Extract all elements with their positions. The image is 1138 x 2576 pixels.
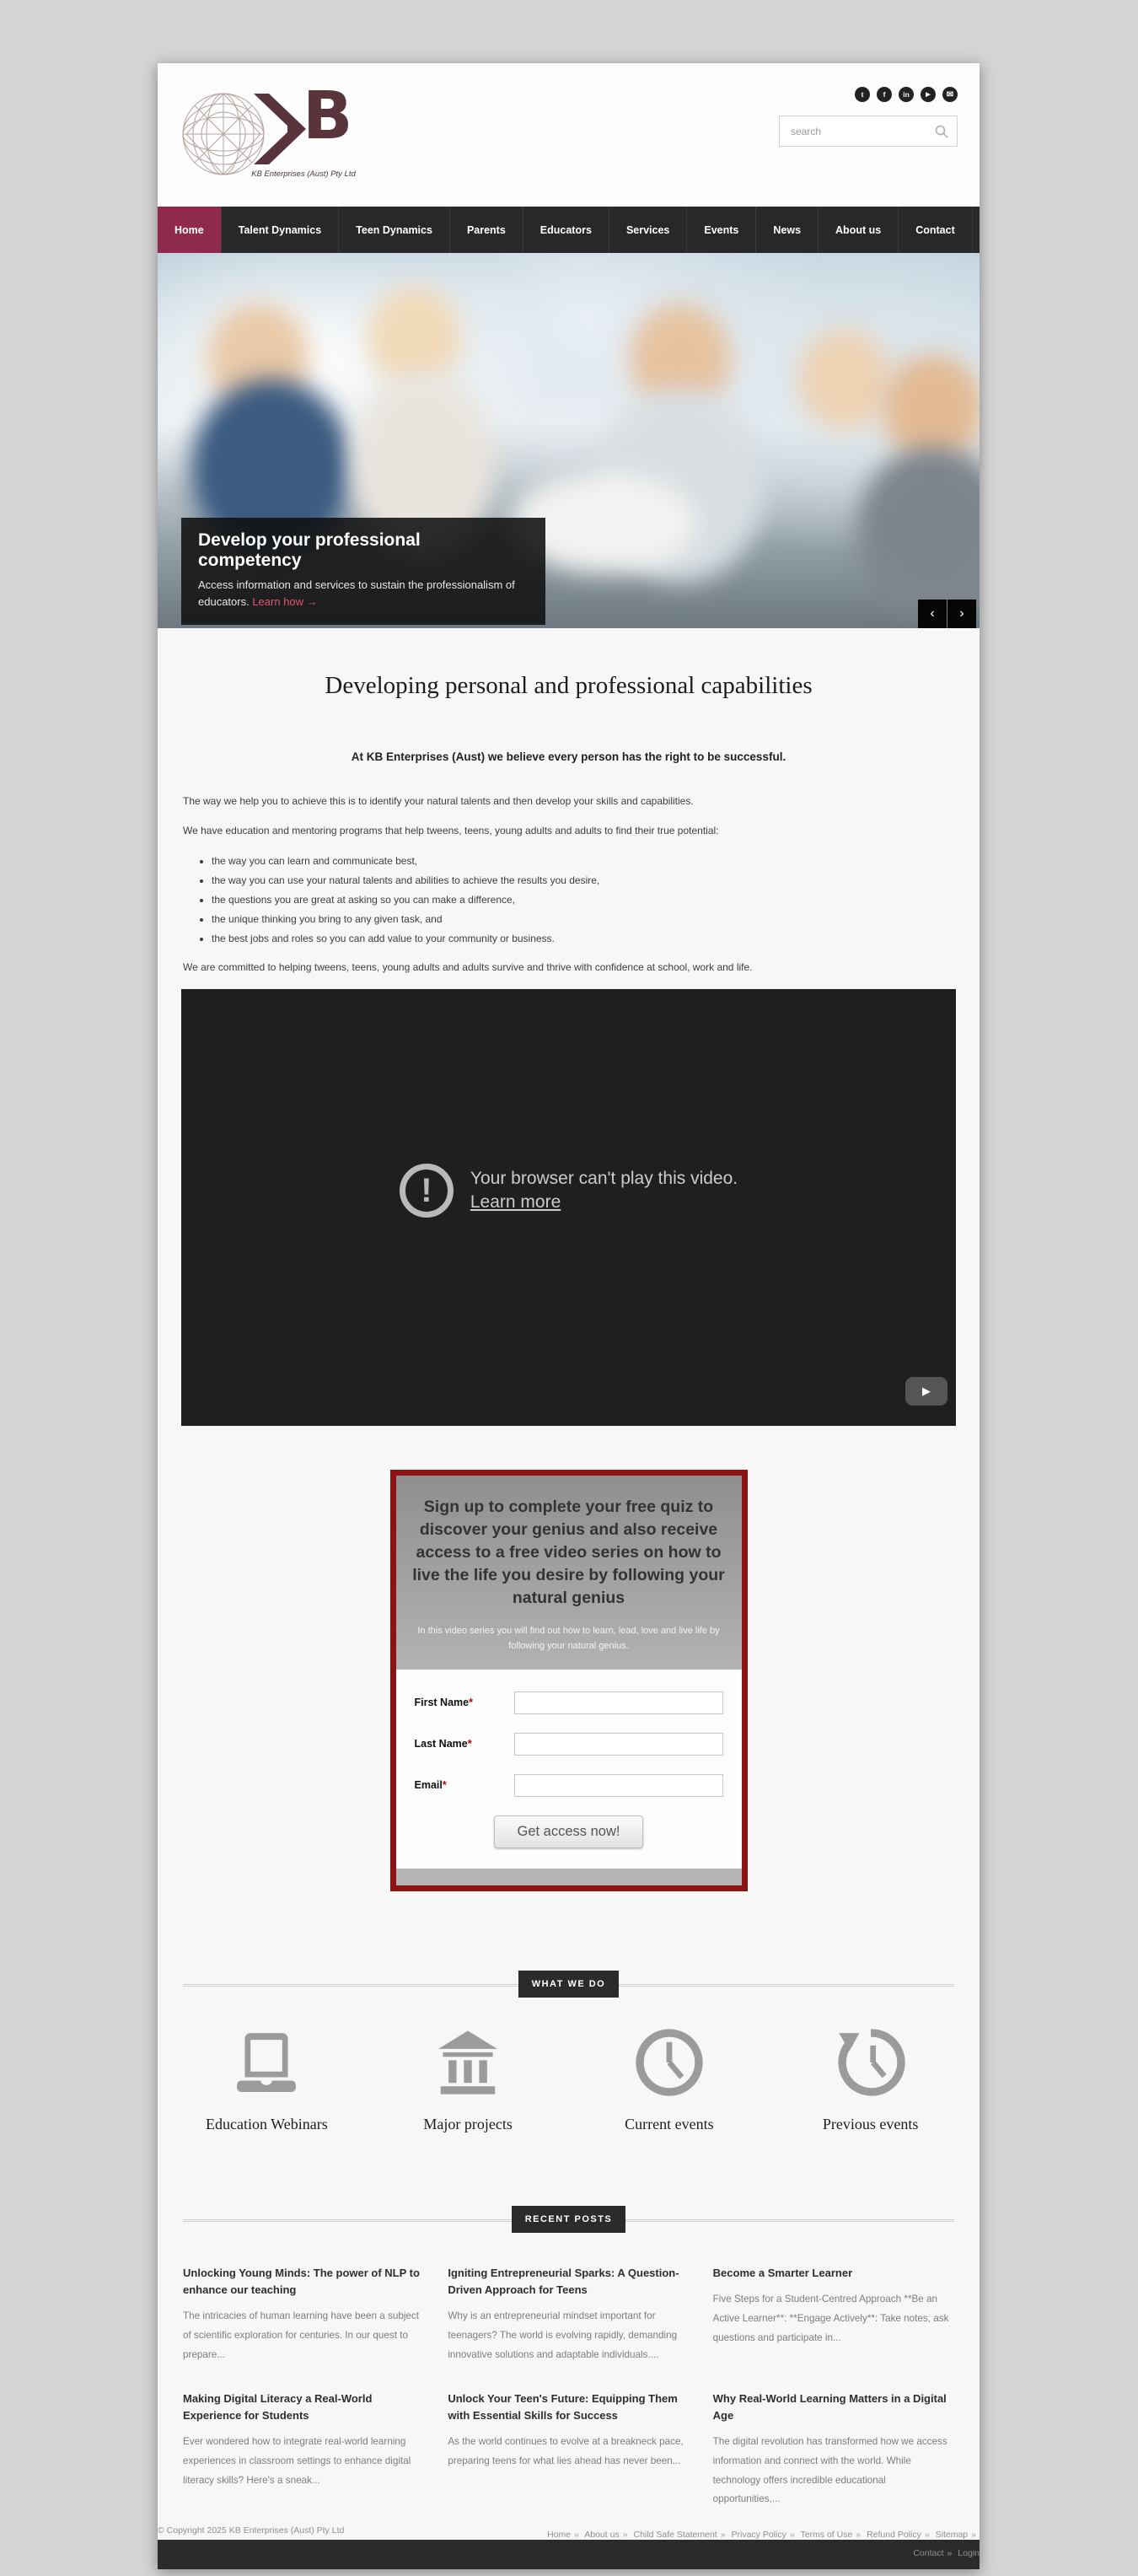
search-input[interactable] — [780, 126, 935, 137]
logo-tagline: KB Enterprises (Aust) Pty Ltd — [251, 169, 356, 179]
email-row — [415, 1774, 723, 1797]
history-icon — [835, 2026, 907, 2099]
video-player[interactable] — [181, 989, 956, 1426]
hero-caption-title: Develop your professional competency — [198, 530, 421, 570]
post-excerpt: Five Steps for a Student-Centred Approach **Be an Active Learner**: **Engage Actively**: Take notes, ask questions and participate in... — [712, 2294, 949, 2343]
play-icon: ▶ — [922, 1385, 931, 1397]
post-item — [183, 2265, 424, 2365]
nav-item-teen-dynamics[interactable]: Teen Dynamics — [339, 207, 450, 253]
signup-footer-strip — [396, 1869, 742, 1885]
search-box — [779, 116, 958, 147]
footer-link-terms-of-use[interactable]: Terms of Use — [800, 2530, 853, 2540]
nav-item-events[interactable]: Events — [687, 207, 756, 253]
post-excerpt: Ever wondered how to integrate real-world learning experiences in classroom settings to enhance digital literacy skills? Here's a sneak... — [183, 2435, 411, 2486]
slider-controls — [917, 600, 976, 628]
what-we-do-major-projects[interactable] — [368, 2026, 569, 2133]
intro-paragraph-3: We are committed to helping tweens, teens, young adults and adults survive and thrive with confidence at school, work and life. — [183, 961, 753, 973]
page-title: Developing personal and professional capabilities — [325, 672, 813, 699]
recent-posts-grid — [158, 2265, 980, 2509]
first-name-label: First Name — [414, 1697, 470, 1709]
post-item — [183, 2390, 424, 2510]
post-title[interactable]: Why Real-World Learning Matters in a Digital Age — [712, 2391, 947, 2422]
first-name-row — [415, 1691, 723, 1714]
what-we-do-label: Previous events — [822, 2115, 919, 2132]
signup-subtext: In this video series you will find out how to learn, lead, love and live life by following your natural genius. — [417, 1625, 720, 1652]
bullet-item: • the unique thinking you bring to any given task, and — [212, 913, 954, 925]
required-asterisk: * — [469, 1697, 473, 1709]
youtube-logo-button[interactable] — [905, 1377, 947, 1406]
footer-link-refund-policy[interactable]: Refund Policy — [867, 2530, 921, 2540]
copyright-text: © Copyright 2025 KB Enterprises (Aust) Pty Ltd — [158, 2525, 345, 2536]
post-item — [448, 2265, 689, 2365]
bullet-item: • the questions you are great at asking so you can make a difference, — [212, 894, 954, 906]
main-nav — [158, 207, 980, 253]
linkedin-icon[interactable]: in — [899, 87, 914, 102]
kb-chevron-icon — [254, 94, 309, 164]
nav-item-news[interactable]: News — [756, 207, 819, 253]
post-excerpt: The intricacies of human learning have been a subject of scientific exploration for centuries. In our quest to prepare... — [183, 2310, 420, 2360]
last-name-label: Last Name — [414, 1738, 468, 1750]
get-access-button[interactable]: Get access now! — [494, 1815, 644, 1848]
last-name-row — [415, 1733, 723, 1756]
post-excerpt: The digital revolution has transformed how we access information and connect with the world. While technology offers incredible educational opportunities,... — [712, 2435, 947, 2505]
nav-item-services[interactable]: Services — [609, 207, 687, 253]
nav-item-educators[interactable]: Educators — [523, 207, 609, 253]
slider-next-button[interactable]: › — [947, 600, 976, 628]
post-title[interactable]: Unlock Your Teen's Future: Equipping Them with Essential Skills for Success — [448, 2391, 678, 2422]
recent-posts-header — [158, 2206, 980, 2233]
site-header — [158, 63, 980, 207]
last-name-field[interactable] — [514, 1733, 723, 1756]
what-we-do-label: Current events — [625, 2115, 714, 2132]
post-title[interactable]: Making Digital Literacy a Real-World Experience for Students — [183, 2391, 373, 2422]
post-title[interactable]: Igniting Entrepreneurial Sparks: A Question-Driven Approach for Teens — [448, 2266, 679, 2297]
signup-heading: Sign up to complete your free quiz to discover your genius and also receive access to a free video series on how to live the life you desire by following your natural genius — [412, 1498, 725, 1607]
footer-link-login[interactable]: Login — [958, 2548, 980, 2559]
what-we-do-education-webinars[interactable] — [166, 2026, 368, 2133]
signup-header — [396, 1476, 742, 1670]
email-field[interactable] — [514, 1774, 723, 1797]
bullet-item: • the best jobs and roles so you can add value to your community or business. — [212, 933, 954, 944]
required-asterisk: * — [467, 1738, 472, 1750]
email-label: Email — [414, 1779, 443, 1792]
post-item — [448, 2390, 689, 2510]
what-we-do-header — [158, 1971, 980, 1998]
post-title[interactable]: Unlocking Young Minds: The power of NLP to enhance our teaching — [183, 2266, 420, 2297]
social-links — [855, 87, 958, 102]
learn-how-link[interactable]: Learn how → — [252, 594, 318, 608]
page-footer — [158, 2525, 980, 2563]
what-we-do-previous-events[interactable] — [770, 2026, 971, 2133]
nav-item-about-us[interactable]: About us — [819, 207, 899, 253]
hero-caption-text: Access information and services to sustain the professionalism of educators. — [198, 578, 515, 608]
slider-prev-button[interactable]: ‹ — [918, 600, 947, 628]
clock-icon — [633, 2026, 706, 2099]
hero-caption — [181, 518, 545, 625]
site-logo[interactable] — [180, 78, 373, 191]
hero-slider — [158, 253, 980, 628]
email-icon[interactable]: ✉ — [942, 87, 958, 102]
what-we-do-current-events[interactable] — [569, 2026, 770, 2133]
bullet-item: • the way you can learn and communicate best, — [212, 855, 954, 867]
facebook-icon[interactable]: f — [877, 87, 892, 102]
twitter-icon[interactable]: t — [855, 87, 870, 102]
recent-posts-badge: RECENT POSTS — [512, 2206, 626, 2233]
laptop-icon — [230, 2026, 303, 2099]
post-item — [713, 2265, 954, 2365]
video-error-message — [181, 989, 956, 1392]
footer-link-about-us[interactable]: About us — [584, 2530, 620, 2540]
footer-link-child-safe-statement[interactable]: Child Safe Statement — [633, 2530, 717, 2540]
alert-circle-icon: ! — [400, 1164, 454, 1218]
post-excerpt: As the world continues to evolve at a breakneck pace, preparing teens for what lies ahead has never been... — [448, 2435, 684, 2466]
post-title[interactable]: Become a Smarter Learner — [712, 2266, 853, 2279]
nav-item-parents[interactable]: Parents — [450, 207, 523, 253]
required-asterisk: * — [442, 1779, 447, 1792]
first-name-field[interactable] — [514, 1691, 723, 1714]
site-card — [158, 63, 980, 2569]
bank-icon — [432, 2026, 504, 2099]
what-we-do-items — [158, 2026, 980, 2133]
nav-item-talent-dynamics[interactable]: Talent Dynamics — [222, 207, 339, 253]
bullet-item: • the way you can use your natural talents and abilities to achieve the results you desire, — [212, 874, 954, 886]
footer-link-contact[interactable]: Contact — [913, 2548, 944, 2559]
post-item — [713, 2390, 954, 2510]
what-we-do-label: Education Webinars — [206, 2115, 328, 2132]
intro-bullet-list — [212, 855, 954, 944]
signup-form — [390, 1470, 748, 1891]
search-icon[interactable] — [935, 125, 948, 138]
footer-link-home[interactable]: Home — [547, 2530, 572, 2540]
footer-link-sitemap[interactable]: Sitemap — [935, 2530, 969, 2540]
kb-letter: B — [303, 78, 351, 154]
learn-more-link[interactable]: Learn more — [470, 1192, 561, 1212]
footer-link-privacy-policy[interactable]: Privacy Policy — [731, 2530, 786, 2540]
video-error-text: Your browser can't play this video. — [470, 1168, 738, 1188]
footer-links: Home » About us » Child Safe Statement » Privacy Policy » Terms of Use » Refund Policy » Sitemap » Contact » Login — [547, 2530, 980, 2559]
intro-paragraph-1: The way we help you to achieve this is to identify your natural talents and then develop your skills and capabilities. — [183, 795, 694, 807]
what-we-do-label: Major projects — [423, 2115, 513, 2132]
nav-item-contact[interactable]: Contact — [899, 207, 973, 253]
what-we-do-badge: WHAT WE DO — [518, 1971, 620, 1998]
intro-section — [158, 628, 980, 975]
post-excerpt: Why is an entrepreneurial mindset important for teenagers? The world is evolving rapidly, demanding innovative solutions and adaptable individuals.... — [448, 2310, 678, 2360]
nav-item-home[interactable]: Home — [158, 207, 222, 253]
intro-paragraph-2: We have education and mentoring programs that help tweens, teens, young adults and adults to find their true potential: — [183, 825, 719, 836]
intro-lead: At KB Enterprises (Aust) we believe every person has the right to be successful. — [351, 750, 786, 763]
youtube-icon[interactable]: ▶ — [921, 87, 936, 102]
